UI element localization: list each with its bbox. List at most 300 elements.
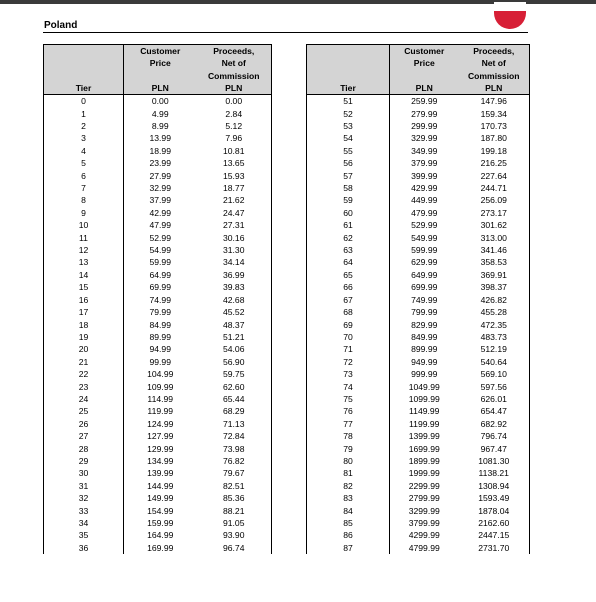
customer-price-cell: 144.99 <box>124 480 197 492</box>
table-row <box>44 95 272 108</box>
table-row <box>307 120 530 132</box>
tier-cell: 73 <box>307 368 390 380</box>
proceeds-cell: 796.74 <box>459 430 530 442</box>
customer-price-cell: 164.99 <box>124 529 197 541</box>
proceeds-cell: 62.60 <box>197 381 272 393</box>
proceeds-cell: 59.75 <box>197 368 272 380</box>
tier-cell: 17 <box>44 306 124 318</box>
tier-cell: 51 <box>307 95 390 108</box>
currency-header: PLN <box>459 82 530 95</box>
tier-cell: 78 <box>307 430 390 442</box>
table-row <box>44 269 272 281</box>
customer-price-cell: 18.99 <box>124 145 197 157</box>
customer-price-cell: 4.99 <box>124 108 197 120</box>
customer-price-cell: 259.99 <box>390 95 459 108</box>
flag-white-band <box>494 2 526 11</box>
tier-cell: 55 <box>307 145 390 157</box>
proceeds-header: Commission <box>197 70 272 82</box>
table-row <box>307 517 530 529</box>
tier-cell: 18 <box>44 319 124 331</box>
customer-price-cell: 479.99 <box>390 207 459 219</box>
table-row <box>307 281 530 293</box>
customer-price-cell: 94.99 <box>124 343 197 355</box>
customer-price-cell: 529.99 <box>390 219 459 231</box>
proceeds-cell: 42.68 <box>197 294 272 306</box>
table-row <box>44 281 272 293</box>
table-row <box>44 207 272 219</box>
tier-cell: 27 <box>44 430 124 442</box>
table-row <box>44 393 272 405</box>
proceeds-cell: 24.47 <box>197 207 272 219</box>
customer-price-cell: 279.99 <box>390 108 459 120</box>
proceeds-cell: 597.56 <box>459 381 530 393</box>
customer-price-cell: 54.99 <box>124 244 197 256</box>
proceeds-cell: 341.46 <box>459 244 530 256</box>
proceeds-cell: 244.71 <box>459 182 530 194</box>
table-row <box>44 256 272 268</box>
tier-cell: 82 <box>307 480 390 492</box>
tier-cell: 30 <box>44 467 124 479</box>
tier-cell: 15 <box>44 281 124 293</box>
customer-price-cell: 23.99 <box>124 157 197 169</box>
tier-cell: 32 <box>44 492 124 504</box>
customer-price-cell: 79.99 <box>124 306 197 318</box>
customer-price-cell: 849.99 <box>390 331 459 343</box>
customer-price-cell: 829.99 <box>390 319 459 331</box>
table-row <box>307 467 530 479</box>
tier-header: Tier <box>307 82 390 95</box>
table-row <box>307 455 530 467</box>
customer-price-cell: 32.99 <box>124 182 197 194</box>
proceeds-cell: 39.83 <box>197 281 272 293</box>
customer-price-cell: 3299.99 <box>390 505 459 517</box>
proceeds-cell: 273.17 <box>459 207 530 219</box>
table-row <box>44 529 272 541</box>
proceeds-cell: 369.91 <box>459 269 530 281</box>
tier-cell: 25 <box>44 405 124 417</box>
proceeds-cell: 654.47 <box>459 405 530 417</box>
customer-price-header: Customer <box>390 45 459 58</box>
customer-price-cell: 89.99 <box>124 331 197 343</box>
poland-flag-icon <box>494 2 526 29</box>
customer-price-cell: 124.99 <box>124 418 197 430</box>
table-row <box>44 381 272 393</box>
customer-price-cell: 104.99 <box>124 368 197 380</box>
table-row <box>44 157 272 169</box>
table-row <box>307 95 530 108</box>
proceeds-cell: 10.81 <box>197 145 272 157</box>
customer-price-cell: 74.99 <box>124 294 197 306</box>
table-row <box>44 492 272 504</box>
customer-price-cell: 1399.99 <box>390 430 459 442</box>
tier-cell: 7 <box>44 182 124 194</box>
proceeds-cell: 54.06 <box>197 343 272 355</box>
proceeds-cell: 56.90 <box>197 356 272 368</box>
customer-price-cell: 37.99 <box>124 194 197 206</box>
customer-price-cell: 1149.99 <box>390 405 459 417</box>
customer-price-cell: 1099.99 <box>390 393 459 405</box>
proceeds-cell: 512.19 <box>459 343 530 355</box>
customer-price-cell: 134.99 <box>124 455 197 467</box>
tier-cell: 9 <box>44 207 124 219</box>
proceeds-cell: 967.47 <box>459 443 530 455</box>
proceeds-cell: 7.96 <box>197 132 272 144</box>
customer-price-cell: 52.99 <box>124 232 197 244</box>
proceeds-cell: 88.21 <box>197 505 272 517</box>
tier-cell: 23 <box>44 381 124 393</box>
table-row <box>44 182 272 194</box>
proceeds-cell: 73.98 <box>197 443 272 455</box>
tier-cell: 76 <box>307 405 390 417</box>
table-row <box>307 343 530 355</box>
customer-price-cell: 3799.99 <box>390 517 459 529</box>
customer-price-cell: 599.99 <box>390 244 459 256</box>
table-row <box>44 194 272 206</box>
customer-price-cell: 0.00 <box>124 95 197 108</box>
tier-cell: 68 <box>307 306 390 318</box>
table-row <box>44 120 272 132</box>
proceeds-cell: 1308.94 <box>459 480 530 492</box>
customer-price-cell: 47.99 <box>124 219 197 231</box>
proceeds-cell: 96.74 <box>197 542 272 554</box>
table-row <box>307 480 530 492</box>
tier-cell: 63 <box>307 244 390 256</box>
customer-price-cell: 114.99 <box>124 393 197 405</box>
table-row <box>44 356 272 368</box>
tier-cell: 57 <box>307 170 390 182</box>
table-row <box>44 517 272 529</box>
table-row <box>307 405 530 417</box>
tier-cell: 31 <box>44 480 124 492</box>
tier-cell: 33 <box>44 505 124 517</box>
tier-cell: 84 <box>307 505 390 517</box>
proceeds-cell: 76.82 <box>197 455 272 467</box>
proceeds-cell: 472.35 <box>459 319 530 331</box>
customer-price-cell: 899.99 <box>390 343 459 355</box>
tier-cell: 4 <box>44 145 124 157</box>
tier-cell: 56 <box>307 157 390 169</box>
customer-price-cell: 1999.99 <box>390 467 459 479</box>
page-title: Poland <box>44 20 78 31</box>
customer-price-cell: 27.99 <box>124 170 197 182</box>
tier-cell: 58 <box>307 182 390 194</box>
customer-price-cell: 42.99 <box>124 207 197 219</box>
proceeds-cell: 34.14 <box>197 256 272 268</box>
table-row <box>307 157 530 169</box>
customer-price-header: Price <box>124 57 197 69</box>
tier-cell: 65 <box>307 269 390 281</box>
proceeds-cell: 569.10 <box>459 368 530 380</box>
proceeds-cell: 72.84 <box>197 430 272 442</box>
proceeds-cell: 21.62 <box>197 194 272 206</box>
customer-price-cell: 84.99 <box>124 319 197 331</box>
customer-price-cell: 69.99 <box>124 281 197 293</box>
tier-cell: 28 <box>44 443 124 455</box>
table-row <box>44 331 272 343</box>
proceeds-cell: 15.93 <box>197 170 272 182</box>
tier-cell: 34 <box>44 517 124 529</box>
customer-price-cell: 169.99 <box>124 542 197 554</box>
customer-price-cell: 4799.99 <box>390 542 459 554</box>
table-row <box>44 319 272 331</box>
currency-header: PLN <box>197 82 272 95</box>
table-row <box>307 505 530 517</box>
proceeds-cell: 91.05 <box>197 517 272 529</box>
tier-cell: 85 <box>307 517 390 529</box>
table-row <box>307 244 530 256</box>
tier-cell: 80 <box>307 455 390 467</box>
tier-cell: 86 <box>307 529 390 541</box>
customer-price-cell: 379.99 <box>390 157 459 169</box>
proceeds-cell: 48.37 <box>197 319 272 331</box>
proceeds-cell: 27.31 <box>197 219 272 231</box>
customer-price-cell: 1049.99 <box>390 381 459 393</box>
customer-price-cell: 129.99 <box>124 443 197 455</box>
table-row <box>307 132 530 144</box>
customer-price-cell: 799.99 <box>390 306 459 318</box>
currency-header: PLN <box>390 82 459 95</box>
proceeds-header: Proceeds, <box>197 45 272 58</box>
tier-cell: 71 <box>307 343 390 355</box>
customer-price-cell: 649.99 <box>390 269 459 281</box>
proceeds-cell: 540.64 <box>459 356 530 368</box>
proceeds-cell: 216.25 <box>459 157 530 169</box>
table-row <box>44 132 272 144</box>
customer-price-cell: 399.99 <box>390 170 459 182</box>
tier-cell: 61 <box>307 219 390 231</box>
proceeds-cell: 5.12 <box>197 120 272 132</box>
tier-cell: 62 <box>307 232 390 244</box>
proceeds-cell: 65.44 <box>197 393 272 405</box>
table-row <box>307 182 530 194</box>
customer-price-cell: 949.99 <box>390 356 459 368</box>
tier-cell: 20 <box>44 343 124 355</box>
proceeds-cell: 170.73 <box>459 120 530 132</box>
tier-cell: 74 <box>307 381 390 393</box>
table-row <box>44 232 272 244</box>
proceeds-cell: 13.65 <box>197 157 272 169</box>
tier-cell: 21 <box>44 356 124 368</box>
table-row <box>44 542 272 554</box>
tier-cell: 0 <box>44 95 124 108</box>
proceeds-cell: 2.84 <box>197 108 272 120</box>
proceeds-header: Proceeds, <box>459 45 530 58</box>
customer-price-cell: 99.99 <box>124 356 197 368</box>
tier-cell: 24 <box>44 393 124 405</box>
table-row <box>44 455 272 467</box>
proceeds-cell: 398.37 <box>459 281 530 293</box>
proceeds-header: Net of <box>197 57 272 69</box>
tier-cell: 16 <box>44 294 124 306</box>
tier-cell: 59 <box>307 194 390 206</box>
tier-cell: 83 <box>307 492 390 504</box>
proceeds-cell: 18.77 <box>197 182 272 194</box>
proceeds-cell: 159.34 <box>459 108 530 120</box>
table-row <box>307 294 530 306</box>
customer-price-cell: 154.99 <box>124 505 197 517</box>
table-row <box>307 529 530 541</box>
customer-price-cell: 8.99 <box>124 120 197 132</box>
proceeds-cell: 1593.49 <box>459 492 530 504</box>
table-row <box>44 219 272 231</box>
tier-cell: 12 <box>44 244 124 256</box>
proceeds-cell: 1138.21 <box>459 467 530 479</box>
proceeds-cell: 313.00 <box>459 232 530 244</box>
flag-red-band <box>494 11 526 29</box>
customer-price-cell: 2299.99 <box>390 480 459 492</box>
proceeds-cell: 1081.30 <box>459 455 530 467</box>
table-row <box>307 194 530 206</box>
proceeds-cell: 626.01 <box>459 393 530 405</box>
proceeds-header: Commission <box>459 70 530 82</box>
tier-cell: 1 <box>44 108 124 120</box>
proceeds-cell: 68.29 <box>197 405 272 417</box>
table-row <box>44 244 272 256</box>
table-row <box>44 170 272 182</box>
customer-price-cell: 59.99 <box>124 256 197 268</box>
proceeds-cell: 187.80 <box>459 132 530 144</box>
proceeds-cell: 36.99 <box>197 269 272 281</box>
tier-cell: 66 <box>307 281 390 293</box>
tier-cell: 3 <box>44 132 124 144</box>
tier-cell: 29 <box>44 455 124 467</box>
customer-price-cell: 4299.99 <box>390 529 459 541</box>
customer-price-cell: 449.99 <box>390 194 459 206</box>
table-row <box>44 418 272 430</box>
tier-cell: 26 <box>44 418 124 430</box>
tier-cell: 70 <box>307 331 390 343</box>
table-row <box>307 393 530 405</box>
table-row <box>307 319 530 331</box>
table-row <box>307 542 530 554</box>
proceeds-cell: 1878.04 <box>459 505 530 517</box>
tier-cell: 60 <box>307 207 390 219</box>
tier-cell: 81 <box>307 467 390 479</box>
tier-cell: 72 <box>307 356 390 368</box>
customer-price-header: Customer <box>124 45 197 58</box>
proceeds-cell: 2447.15 <box>459 529 530 541</box>
proceeds-cell: 71.13 <box>197 418 272 430</box>
customer-price-cell: 139.99 <box>124 467 197 479</box>
customer-price-cell: 1199.99 <box>390 418 459 430</box>
proceeds-cell: 199.18 <box>459 145 530 157</box>
customer-price-cell: 549.99 <box>390 232 459 244</box>
tier-cell: 2 <box>44 120 124 132</box>
customer-price-cell: 699.99 <box>390 281 459 293</box>
tier-cell: 22 <box>44 368 124 380</box>
proceeds-cell: 483.73 <box>459 331 530 343</box>
table-row <box>307 443 530 455</box>
customer-price-cell: 999.99 <box>390 368 459 380</box>
customer-price-header: Price <box>390 57 459 69</box>
proceeds-cell: 2162.60 <box>459 517 530 529</box>
table-row <box>307 108 530 120</box>
table-row <box>307 381 530 393</box>
table-row <box>307 256 530 268</box>
tier-cell: 5 <box>44 157 124 169</box>
table-row <box>307 368 530 380</box>
table-row <box>44 368 272 380</box>
customer-price-cell: 64.99 <box>124 269 197 281</box>
customer-price-cell: 127.99 <box>124 430 197 442</box>
price-tier-table-right <box>306 44 530 554</box>
proceeds-cell: 2731.70 <box>459 542 530 554</box>
table-row <box>307 219 530 231</box>
tier-cell: 69 <box>307 319 390 331</box>
tier-cell: 53 <box>307 120 390 132</box>
customer-price-cell: 149.99 <box>124 492 197 504</box>
proceeds-cell: 30.16 <box>197 232 272 244</box>
proceeds-cell: 301.62 <box>459 219 530 231</box>
table-row <box>307 170 530 182</box>
table-row <box>44 145 272 157</box>
proceeds-cell: 227.64 <box>459 170 530 182</box>
proceeds-cell: 51.21 <box>197 331 272 343</box>
table-row <box>44 343 272 355</box>
tier-cell: 67 <box>307 294 390 306</box>
tier-cell: 19 <box>44 331 124 343</box>
table-row <box>307 232 530 244</box>
table-row <box>44 467 272 479</box>
title-underline <box>43 32 528 33</box>
proceeds-cell: 455.28 <box>459 306 530 318</box>
table-row <box>307 331 530 343</box>
proceeds-cell: 31.30 <box>197 244 272 256</box>
table-row <box>44 294 272 306</box>
tier-cell: 36 <box>44 542 124 554</box>
customer-price-cell: 349.99 <box>390 145 459 157</box>
customer-price-cell: 159.99 <box>124 517 197 529</box>
table-row <box>307 430 530 442</box>
proceeds-cell: 0.00 <box>197 95 272 108</box>
tier-cell: 64 <box>307 256 390 268</box>
table-row <box>307 418 530 430</box>
proceeds-cell: 79.67 <box>197 467 272 479</box>
tier-cell: 14 <box>44 269 124 281</box>
table-row <box>44 430 272 442</box>
customer-price-cell: 299.99 <box>390 120 459 132</box>
proceeds-cell: 82.51 <box>197 480 272 492</box>
customer-price-cell: 2799.99 <box>390 492 459 504</box>
table-row <box>44 480 272 492</box>
table-row <box>307 207 530 219</box>
customer-price-cell: 749.99 <box>390 294 459 306</box>
table-row <box>44 505 272 517</box>
table-row <box>44 306 272 318</box>
table-row <box>44 443 272 455</box>
tier-cell: 54 <box>307 132 390 144</box>
proceeds-cell: 358.53 <box>459 256 530 268</box>
customer-price-cell: 13.99 <box>124 132 197 144</box>
customer-price-cell: 1899.99 <box>390 455 459 467</box>
proceeds-cell: 426.82 <box>459 294 530 306</box>
price-tier-table-left <box>43 44 272 554</box>
table-row <box>307 269 530 281</box>
currency-header: PLN <box>124 82 197 95</box>
table-row <box>307 306 530 318</box>
proceeds-cell: 256.09 <box>459 194 530 206</box>
tier-cell: 8 <box>44 194 124 206</box>
tier-cell: 52 <box>307 108 390 120</box>
tier-cell: 87 <box>307 542 390 554</box>
customer-price-cell: 429.99 <box>390 182 459 194</box>
tier-cell: 75 <box>307 393 390 405</box>
customer-price-cell: 109.99 <box>124 381 197 393</box>
proceeds-cell: 85.36 <box>197 492 272 504</box>
tier-cell: 13 <box>44 256 124 268</box>
tier-cell: 6 <box>44 170 124 182</box>
tier-cell: 79 <box>307 443 390 455</box>
